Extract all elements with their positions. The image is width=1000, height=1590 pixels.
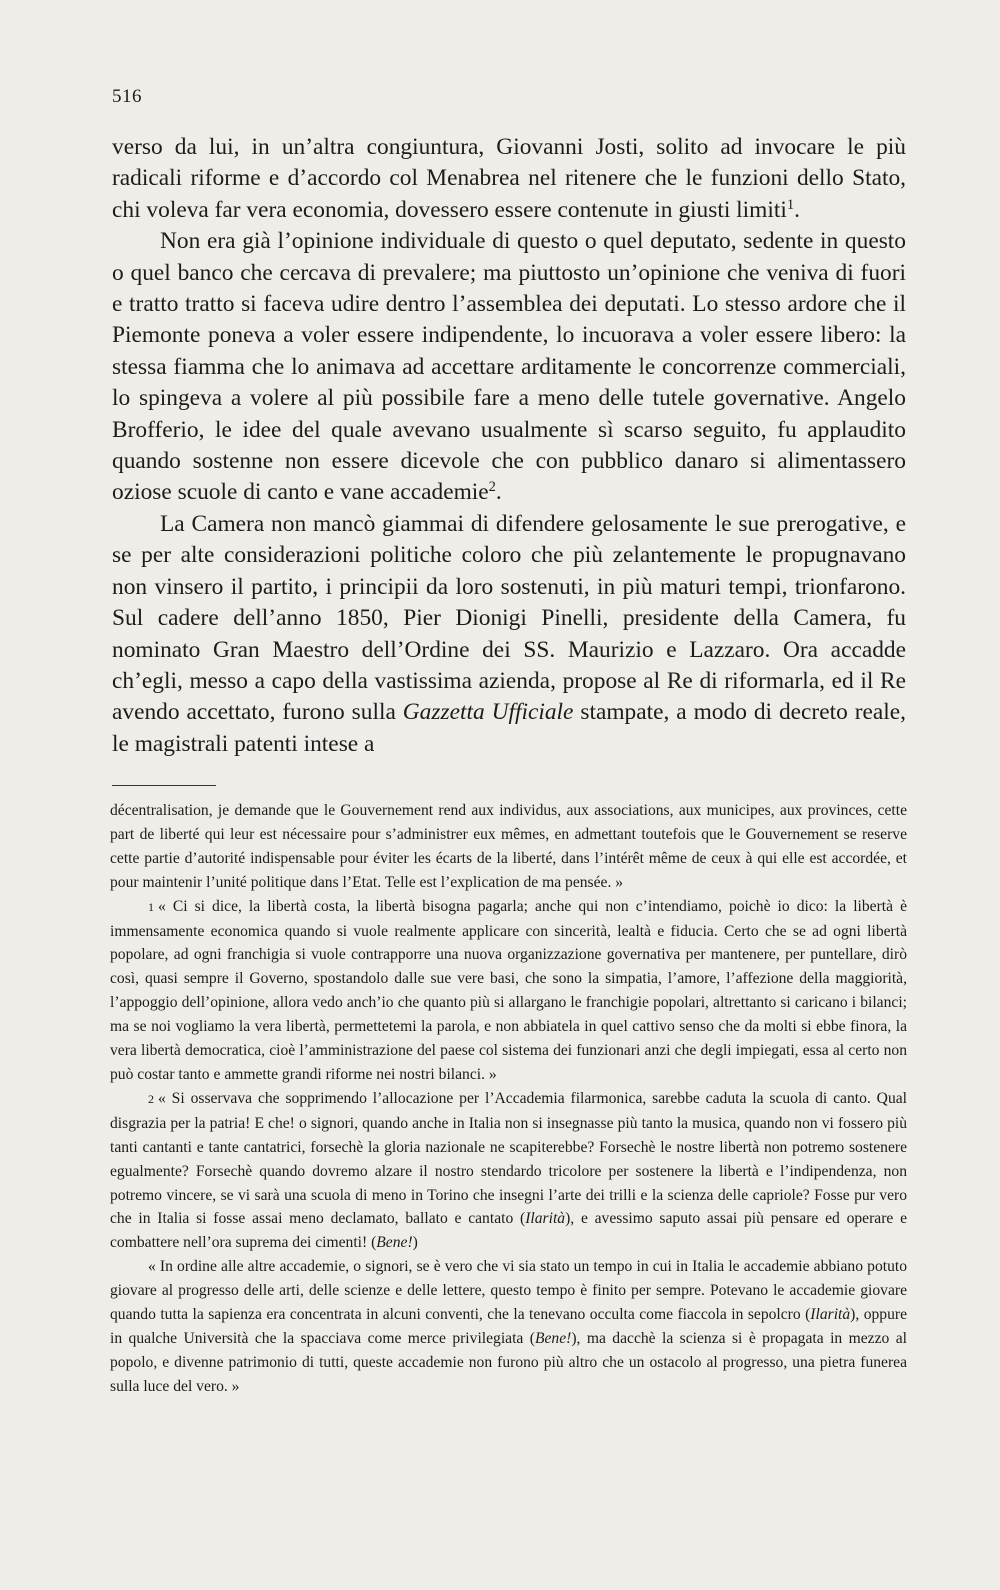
footnote-reference: 1 (786, 196, 795, 213)
italic-text: Ilarità (810, 1306, 851, 1324)
footnote-number: 1 (148, 899, 154, 914)
text-run: . (794, 196, 800, 223)
footnote-paragraph (110, 1087, 907, 1255)
body-paragraph (112, 509, 906, 760)
footnote-paragraph (110, 895, 907, 1087)
page-number: 516 (112, 86, 142, 107)
italic-text: Gazzetta Ufficiale (402, 699, 574, 726)
footnote-reference: 2 (488, 479, 496, 496)
footnotes (110, 799, 907, 1399)
text-run: ), oppure in qualche Università che la spacciava come merce privilegiata ( (110, 1306, 907, 1347)
footnote-separator (112, 785, 216, 786)
italic-text: Ilarità (525, 1210, 566, 1228)
text-run: . (495, 479, 502, 506)
text-run: Non era già l’opinione individuale di questo o quel deputato, sedente in questo o quel banco che cercava di prevalere; ma piuttosto un’opinione che veniva di fuori e tratto tratto si faceva udire dentro l’assemblea dei deputati. Lo stesso ardore che il Piemonte poneva a voler essere indipendente, lo incuorava a voler essere libero: la stessa fiamma che lo animava ad accettare arditamente le concorrenze commerciali, lo spingeva a volere al più possibile fare a meno delle tutele governative. Angelo Brofferio, le idee del quale avevano usualmente sì scarso seguito, fu applaudito quando sostenne non essere dicevole che con pubblico danaro si alimentassero oziose scuole di canto e vane accademie (112, 228, 906, 506)
text-run: stampate, a modo di decreto reale, le magistrali patenti intese a (112, 699, 907, 757)
main-text (112, 132, 906, 760)
text-run: décentralisation, je demande que le Gouvernement rend aux individus, aux associations, aux municipes, aux provinces, cette part de liberté qui leur est nécessaire pour s’administrer eux mêmes, en admettant toutefois que le Gouvernement se reserve cette partie d’autorité indispensable pour éviter les écarts de la liberté, dans l’intérêt même de ceux à qui elle est accordée, et pour maintenir l’unité politique dans l’Etat. Telle est l’explication de ma pensée. » (110, 802, 907, 891)
text-run: « In ordine alle altre accademie, o signori, se è vero che vi sia stato un tempo in cui in Italia le accademie abbiano potuto giovare al progresso delle arti, delle scienze e delle lettere, questo tempo è finito per sempre. Potevano le accademie giovare quando tutta la sapienza era concentrata in alcuni conventi, che la tenevano occulta come fiaccola in sepolcro ( (110, 1258, 907, 1324)
text-run: ), ma dacchè la scienza si è propagata in mezzo al popolo, e divenne patrimonio di tutti, queste accademie non furono più altro che un ostacolo al progresso, una pietra funerea sulla luce del vero. » (110, 1329, 907, 1395)
text-run: ), e avessimo saputo assai più pensare ed operare e combattere nell’ora suprema dei cimenti! ( (110, 1210, 907, 1252)
text-run: La Camera non mancò giammai di difendere gelosamente le sue prerogative, e se per alte considerazioni politiche coloro che più zelantemente le propugnavano non vinsero il partito, i principii da loro sostenuti, in più maturi tempi, trionfarono. Sul cadere dell’anno 1850, Pier Dionigi Pinelli, presidente della Camera, fu nominato Gran Maestro dell’Ordine dei SS. Maurizio e Lazzaro. Ora accadde ch’egli, messo a capo della vastissima azienda, propose al Re di riformarla, ed il Re avendo accettato, furono sulla (112, 510, 906, 726)
body-paragraph (112, 132, 906, 226)
footnote-paragraph (110, 799, 907, 895)
text-run: verso da lui, in un’altra congiuntura, Giovanni Josti, solito ad invocare le più radicali riforme e d’accordo col Menabrea nel ritenere che le funzioni dello Stato, chi voleva far vera economia, dovessero essere contenute in giusti limiti (112, 134, 906, 223)
text-run: « Ci si dice, la libertà costa, la libertà bisogna pagarla; anche qui non c’intendiamo, poichè io dico: la libertà è immensamente economica quando si vuole realmente applicare con sincerità, lealtà e fiducia. Certo che se ad ogni libertà popolare, ad ogni franchigia si vuole contrapporre una nuova organizzazione governativa per mantenere, per puntellare, dirò così, quasi sempre il Governo, spostandolo dalle sue vere basi, che sono la simpatia, l’amore, l’affezione della maggiorità, l’appoggio dell’opinione, allora vedo anch’io che quanto più si allargano le franchigie popolari, altrettanto si caricano i bilanci; ma se noi vogliamo la vera libertà, permettetemi la parola, e non abbiatela in quel cattivo senso che da molti si ebbe finora, la vera libertà democratica, cioè l’amministrazione del paese col sistema dei funzionari anzi che degli impiegati, essa al certo non può costar tanto e ammette grandi riforme nei nostri bilanci. » (110, 897, 907, 1083)
text-run: « Si osservava che sopprimendo l’allocazione per l’Accademia filarmonica, sarebbe caduta la scuola di canto. Qual disgrazia per la patria! E che! o signori, quando anche in Italia non si insegnasse più tanto la musica, quando non vi fossero più tanti cantanti e tante cantatrici, forsechè la gloria nazionale ne scapiterebbe? Forsechè le nostre libertà non potremo sostenere egualmente? Forsechè quando dovremo alzare il nostro stendardo tricolore per sostenere la libertà e l’indipendenza, non potremo vincere, se vi sarà una scuola di meno in Torino che insegni l’arte dei trilli e la scienza delle capriole? Fosse pur vero che in Italia si fosse assai meno declamato, ballato e cantato ( (110, 1089, 907, 1228)
footnote-paragraph (110, 1255, 907, 1398)
footnote-number: 2 (148, 1091, 154, 1106)
italic-text: Bene! (376, 1234, 413, 1252)
text-run: ) (412, 1234, 418, 1252)
italic-text: Bene! (534, 1329, 572, 1347)
body-paragraph (112, 226, 906, 509)
